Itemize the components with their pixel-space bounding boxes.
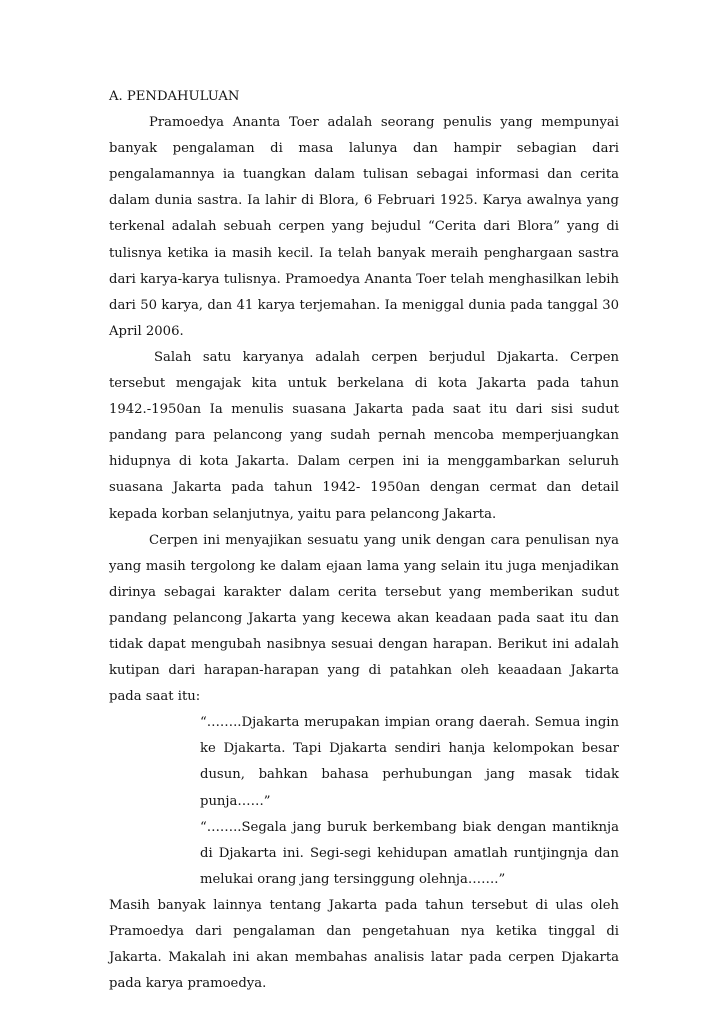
section-heading: A. PENDAHULUAN [109,89,240,104]
quote-1: “……..Djakarta merupakan impian orang daerah. Semua ingin ke Djakarta. Tapi Djakarta sendiri hanja kelompokan besar dusun, bahkan bahasa perhubungan jang masak tidak punja……” [200,715,619,809]
paragraph-djakarta: Salah satu karyanya adalah cerpen berjudul Djakarta. Cerpen tersebut mengajak kita untuk berkelana di kota Jakarta pada tahun 1942.-1950an Ia menulis suasana Jakarta pada saat itu dari sisi sudut pandang para pelancong yang sudah pernah mencoba memperjuangkan hidupnya di kota Jakarta. Dalam cerpen ini ia menggambarkan seluruh suasana Jakarta pada tahun 1942- 1950an dengan cermat dan detail kepada korban selanjutnya, yaitu para pelancong Jakarta. [109,349,619,522]
paragraph-intro: Pramoedya Ananta Toer adalah seorang penulis yang mempunyai banyak pengalaman di masa lalunya dan hampir sebagian dari pengalamannya ia tuangkan dalam tulisan sebagai informasi dan cerita dalam dunia sastra. Ia lahir di Blora, 6 Februari 1925. Karya awalnya yang terkenal adalah sebuah cerpen yang bejudul “Cerita dari Blora” yang di tulisnya ketika ia masih kecil. Ia telah banyak meraih penghargaan sastra dari karya-karya tulisnya. Pramoedya Ananta Toer telah menghasilkan lebih dari 50 karya, dan 41 karya terjemahan. Ia meniggal dunia pada tanggal 30 April 2006. [109,115,619,339]
document-page [109,84,619,997]
paragraph-style: Cerpen ini menyajikan sesuatu yang unik dengan cara penulisan nya yang masih tergolong ke dalam ejaan lama yang selain itu juga menjadikan dirinya sebagai karakter dalam cerita tersebut yang memberikan sudut pandang pelancong Jakarta yang kecewa akan keadaan pada saat itu dan tidak dapat mengubah nasibnya sesuai dengan harapan. Berikut ini adalah kutipan dari harapan-harapan yang di patahkan oleh keaadaan Jakarta pada saat itu: [109,532,619,705]
quote-2: “……..Segala jang buruk berkembang biak dengan mantiknja di Djakarta ini. Segi-segi kehidupan amatlah runtjingnja dan melukai orang jang tersinggung olehnja…….” [200,819,619,887]
paragraph-closing: Masih banyak lainnya tentang Jakarta pada tahun tersebut di ulas oleh Pramoedya dari pengalaman dan pengetahuan nya ketika tinggal di Jakarta. Makalah ini akan membahas analisis latar pada cerpen Djakarta pada karya pramoedya. [109,897,619,992]
